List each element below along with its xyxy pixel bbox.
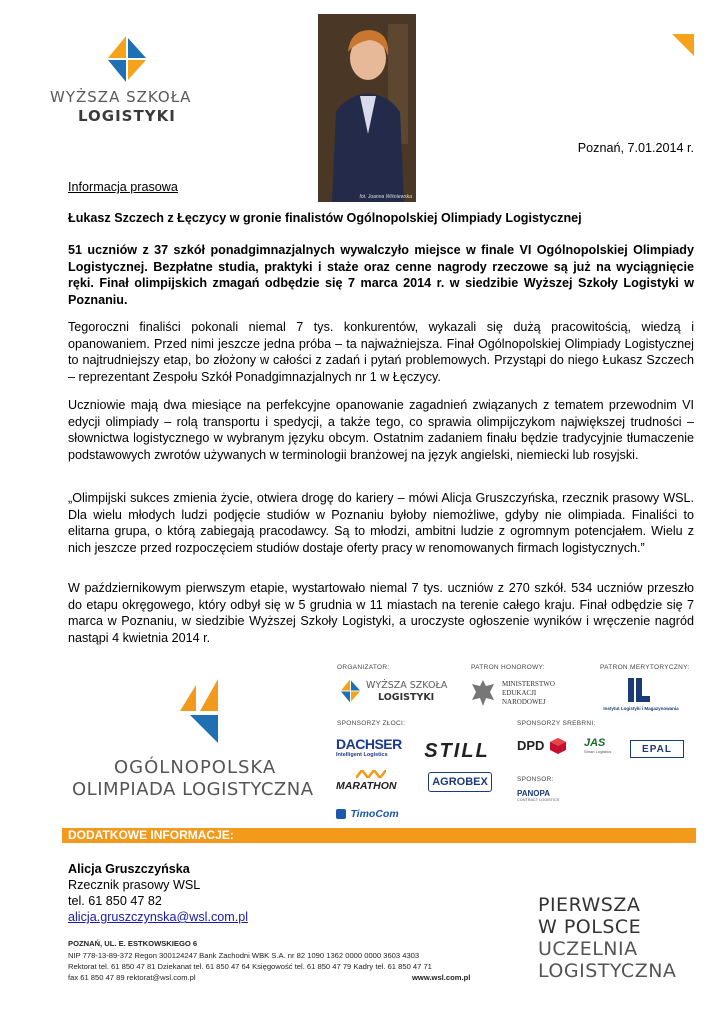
document-date: Poznań, 7.01.2014 r. (577, 141, 694, 155)
finalist-photo (318, 14, 416, 202)
jas-sub: Smart Logistics (584, 749, 612, 754)
olympiad-logo (66, 665, 326, 805)
wsl-logo-line2: LOGISTYKI (78, 107, 176, 125)
slogan-line3: UCZELNIA (538, 938, 638, 960)
marathon-mark-icon (356, 770, 386, 778)
olympiad-mark-icon (174, 675, 230, 743)
footer-address: POZNAŃ, UL. E. ESTKOWSKIEGO 6 (68, 939, 198, 948)
wsl-logo (48, 28, 208, 128)
info-section-bar (62, 828, 696, 843)
slogan-line2: W POLSCE (538, 916, 642, 938)
marathon-logo (336, 770, 406, 794)
press-title: Łukasz Szczech z Łęczycy w gronie finalistów Ogólnopolskiej Olimpiady Logistycznej (68, 211, 582, 225)
contact-role: Rzecznik prasowy WSL (68, 878, 201, 892)
ilim-mark-icon (626, 676, 652, 704)
jas-logo (584, 737, 624, 761)
panopa-name: PANOPA (517, 789, 551, 798)
ministry-line1: MINISTERSTWO (502, 680, 555, 688)
organizer-mark-icon (336, 678, 364, 704)
ministry-line2: EDUKACJI (502, 689, 537, 697)
slogan-line4: LOGISTYCZNA (538, 960, 677, 982)
olympiad-line2: OLIMPIADA LOGISTYCZNA (72, 779, 314, 800)
ministry-logo (470, 676, 570, 712)
honorary-label: PATRON HONOROWY: (471, 664, 545, 671)
jas-name: JAS (584, 737, 606, 749)
panopa-sub: CONTRACT LOGISTICS (517, 798, 560, 802)
slogan-line1: PIERWSZA (538, 894, 641, 916)
paragraph-4: W październikowym pierwszym etapie, wystartowało niemal 7 tys. uczniów z 270 szkół. 534 uczniów przeszło do etapu okręgowego, który odbył się w 5 grudnia w 11 miastach na terenie całego kraju. Finał odbędzie się 7 marca w Poznaniu, w siedzibie Wyższej Szkoły Logistyki, a uroczyste ogłoszenie wyników i wręczenie nagród nastąpi 4 kwietnia 2014 r. (68, 581, 694, 645)
paragraph-3: „Olimpijski sukces zmienia życie, otwiera drogę do kariery – mówi Alicja Gruszczyńska, rzecznik prasowy WSL. Dla wielu młodych ludzi podjęcie studiów w Poznaniu byłoby niemożliwe, gdyby nie olimpiada. Finaliści to elitarna grupa, o którą zabiegają pracodawcy. Są to młodzi, ambitni ludzie z ogromnym potencjałem. Wielu z nich jeszcze przed rozpoczęciem studiów dostaje oferty pracy w renomowanych firmach logistycznych.” (68, 491, 694, 555)
still-logo: STILL (424, 739, 490, 762)
organizer-logo-line2: LOGISTYKI (378, 692, 435, 703)
footer-line1: NIP 778-13-89-372 Regon 300124247 Bank Zachodni WBK S.A. nr 82 1090 1362 0000 0000 3603 4303 (68, 951, 420, 960)
dpd-logo (517, 737, 575, 759)
epal-logo: EPAL (630, 740, 684, 758)
wsl-logo-line1: WYŻSZA SZKOŁA (50, 88, 192, 106)
lead-paragraph: 51 uczniów z 37 szkół ponadgimnazjalnych wywalczyło miejsce w finale VI Ogólnopolskiej Olimpiady Logistycznej. Bezpłatne studia, praktyki i staże oraz cenne nagrody rzeczowe są już na wyciągnięcie ręki. Finał olimpijskich zmagań odbędzie się 7 marca 2014 r. w siedzibie Wyższej Szkoły Logistyki w Poznaniu. (68, 243, 694, 307)
agrobex-logo: AGROBEX (428, 772, 492, 792)
merit-label: PATRON MERYTORYCZNY: (600, 664, 690, 671)
footer-website: www.wsl.com.pl (412, 973, 471, 982)
contact-name: Alicja Gruszczyńska (68, 862, 190, 876)
sponsor-label: SPONSOR: (517, 776, 554, 783)
timocom-name: TimoCom (350, 807, 399, 820)
paragraph-2: Uczniowie mają dwa miesiące na perfekcyjne opanowanie zagadnień związanych z tematem przewodnim VI edycji olimpiady – rolą transportu i spedycji, a także tego, co sprawia olimpijczykom największej trudności – słownictwa logistycznego w wybranym języku obcym. Ostatnim zadaniem finału będzie tradycyjnie tłumaczenie podstawowych zwrotów używanych w terminologii branżowej na język angielski, niemiecki lub rosyjski. (68, 398, 694, 462)
dachser-sub: Intelligent Logistics (336, 752, 388, 758)
silver-label: SPONSORZY SREBRNI: (517, 720, 596, 727)
dachser-logo (336, 736, 408, 762)
organizer-logo-line1: WYŻSZA SZKOŁA (366, 680, 448, 691)
eagle-emblem-icon (470, 678, 496, 708)
contact-email-link[interactable]: alicja.gruszczynska@wsl.com.pl (68, 910, 249, 924)
info-section-title: DODATKOWE INFORMACJE: (68, 828, 234, 842)
panopa-logo (517, 789, 581, 809)
footer-line2: Rektorat tel. 61 850 47 81 Dziekanat tel. 61 850 47 64 Księgowość tel. 61 850 47 79 Kadry tel. 61 850 47 71 (68, 962, 432, 971)
olympiad-line1: OGÓLNOPOLSKA (114, 757, 277, 778)
ilim-caption: Instytut Logistyki i Magazynowania (603, 706, 679, 711)
finalist-portrait-icon (318, 14, 416, 202)
contact-phone: tel. 61 850 47 82 (68, 894, 162, 908)
organizer-label: ORGANIZATOR: (337, 664, 390, 671)
timocom-icon (336, 809, 346, 819)
wsl-logo-mark-icon (98, 34, 154, 84)
marathon-name: MARATHON (336, 780, 397, 792)
dachser-name: DACHSER (336, 736, 402, 752)
gold-label: SPONSORZY ZŁOCI: (337, 720, 406, 727)
dpd-cube-icon (549, 737, 567, 755)
organizer-logo (336, 676, 460, 706)
footer-line3: fax 61 850 47 89 rektorat@wsl.com.pl (68, 973, 196, 982)
corner-triangle-icon (672, 34, 694, 56)
ministry-line3: NARODOWEJ (502, 698, 546, 706)
photo-credit: fot. Joanna Wiśniewska (359, 194, 412, 200)
ilim-logo (596, 676, 686, 716)
dpd-name: DPD (517, 738, 545, 754)
paragraph-1: Tegoroczni finaliści pokonali niemal 7 tys. konkurentów, wykazali się dużą pracowitością, wiedzą i opanowaniem. Przed nimi jeszcze jedna próba – ta najważniejsza. Finał Ogólnopolskiej Olimpiady Logistycznej to najtrudniejszy etap, bo złożony w całości z zadań i pytań problemowych. Przystąpi do niego Łukasz Szczech – reprezentant Zespołu Szkół Ponadgimnazjalnych nr 1 w Łęczycy. (68, 320, 694, 384)
timocom-logo (336, 805, 406, 821)
document-type: Informacja prasowa (68, 180, 178, 194)
